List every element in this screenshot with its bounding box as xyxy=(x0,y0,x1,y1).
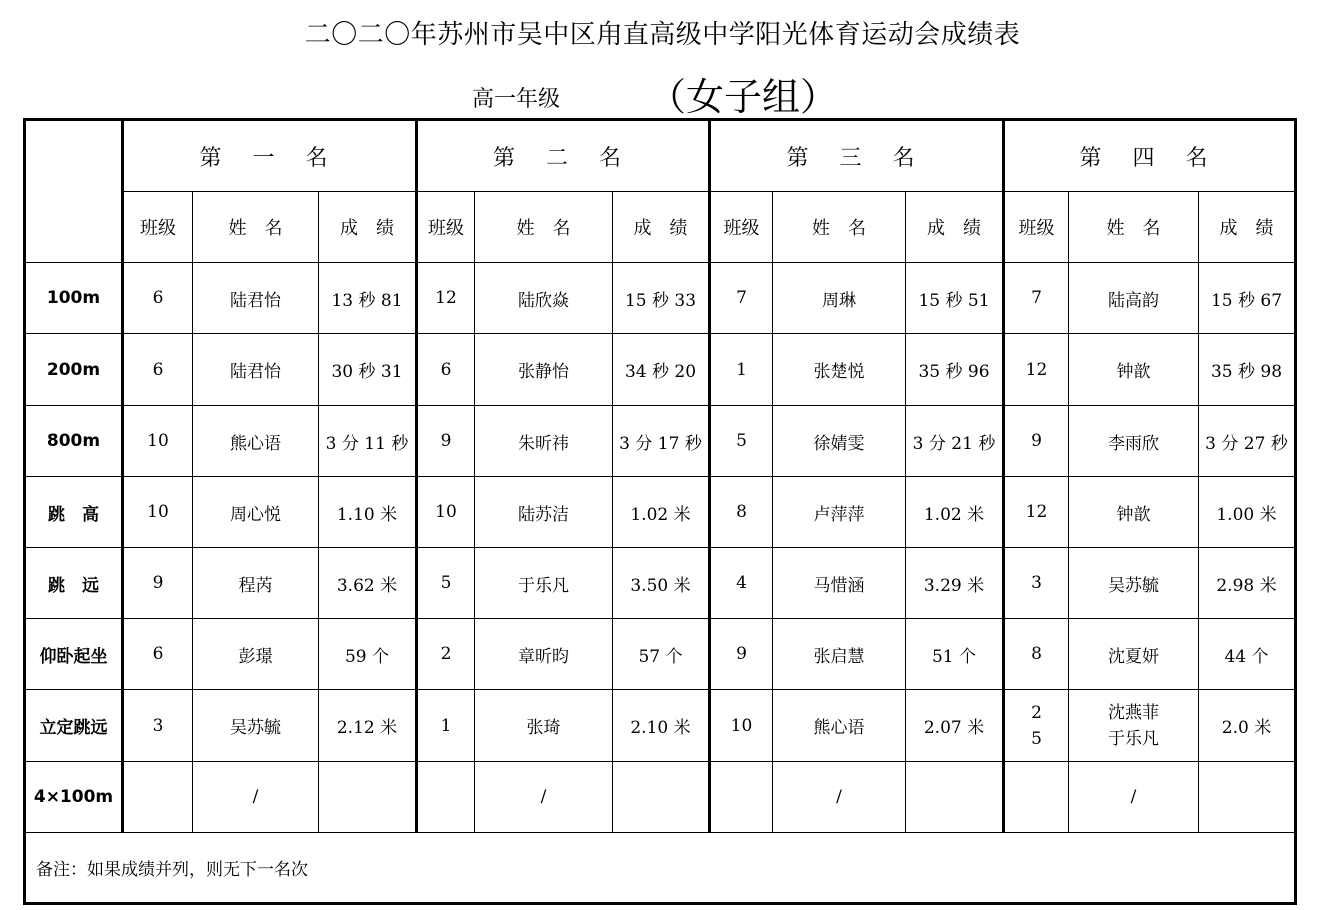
class-cell: 9 xyxy=(710,619,773,690)
table-row xyxy=(25,548,1296,619)
score-cell: 3 分 17 秒 xyxy=(613,406,710,477)
sub-header-row xyxy=(25,192,1296,263)
score-header: 成 绩 xyxy=(906,192,1004,263)
class-cell: 10 xyxy=(710,690,773,762)
event-cell: 100m xyxy=(25,263,123,334)
name-cell: 张启慧 xyxy=(773,619,906,690)
event-cell: 跳 远 xyxy=(25,548,123,619)
table-row xyxy=(25,334,1296,406)
name-cell: 周琳 xyxy=(773,263,906,334)
note-text: 备注：如果成绩并列，则无下一名次 xyxy=(25,833,1296,904)
name-cell: 马惜涵 xyxy=(773,548,906,619)
class-cell: 9 xyxy=(123,548,193,619)
score-cell xyxy=(319,762,417,833)
corner-cell xyxy=(25,120,123,263)
class-cell: 9 xyxy=(1004,406,1069,477)
event-cell: 800m xyxy=(25,406,123,477)
name-cell: 李雨欣 xyxy=(1069,406,1199,477)
name-cell: 熊心语 xyxy=(773,690,906,762)
score-cell: 34 秒 20 xyxy=(613,334,710,406)
class-cell: 7 xyxy=(1004,263,1069,334)
name-header: 姓 名 xyxy=(475,192,613,263)
class-header: 班级 xyxy=(123,192,193,263)
score-cell: 3 分 11 秒 xyxy=(319,406,417,477)
class-cell: 2 xyxy=(417,619,475,690)
rank-1-header: 第 一 名 xyxy=(123,120,417,192)
score-cell: 3.62 米 xyxy=(319,548,417,619)
class-cell xyxy=(123,762,193,833)
name-cell: 陆高韵 xyxy=(1069,263,1199,334)
class-cell: 8 xyxy=(1004,619,1069,690)
class-cell: 9 xyxy=(417,406,475,477)
name-cell: 于乐凡 xyxy=(475,548,613,619)
class-cell: 12 xyxy=(417,263,475,334)
score-cell: 15 秒 51 xyxy=(906,263,1004,334)
name-header: 姓 名 xyxy=(1069,192,1199,263)
class-cell: 1 xyxy=(710,334,773,406)
name-cell: 程芮 xyxy=(193,548,319,619)
class-cell: 10 xyxy=(123,477,193,548)
name-cell: / xyxy=(193,762,319,833)
note-row xyxy=(25,833,1296,904)
class-cell xyxy=(1004,762,1069,833)
event-cell: 4×100m xyxy=(25,762,123,833)
score-cell: 30 秒 31 xyxy=(319,334,417,406)
name-cell: 吴苏毓 xyxy=(193,690,319,762)
class-cell: 12 xyxy=(1004,477,1069,548)
class-cell: 1 xyxy=(417,690,475,762)
score-header: 成 绩 xyxy=(1199,192,1296,263)
class-cell: 6 xyxy=(123,334,193,406)
score-cell: 1.02 米 xyxy=(906,477,1004,548)
class-cell: 10 xyxy=(123,406,193,477)
name-header: 姓 名 xyxy=(193,192,319,263)
class-cell: 10 xyxy=(417,477,475,548)
name-cell: 沈燕菲 于乐凡 xyxy=(1069,690,1199,762)
score-cell: 44 个 xyxy=(1199,619,1296,690)
grade-label: 高一年级 xyxy=(472,87,561,112)
score-cell xyxy=(906,762,1004,833)
rank-header-row xyxy=(25,120,1296,192)
class-cell: 6 xyxy=(123,263,193,334)
class-cell: 7 xyxy=(710,263,773,334)
score-cell xyxy=(1199,762,1296,833)
class-header: 班级 xyxy=(710,192,773,263)
table-row xyxy=(25,619,1296,690)
name-cell: 陆苏洁 xyxy=(475,477,613,548)
score-cell: 15 秒 67 xyxy=(1199,263,1296,334)
name-cell: 钟歆 xyxy=(1069,477,1199,548)
class-cell: 2 5 xyxy=(1004,690,1069,762)
rank-4-header: 第 四 名 xyxy=(1004,120,1296,192)
score-header: 成 绩 xyxy=(613,192,710,263)
table-row xyxy=(25,263,1296,334)
score-cell: 13 秒 81 xyxy=(319,263,417,334)
score-cell: 3 分 27 秒 xyxy=(1199,406,1296,477)
score-cell: 3.50 米 xyxy=(613,548,710,619)
score-cell: 1.02 米 xyxy=(613,477,710,548)
score-cell: 35 秒 98 xyxy=(1199,334,1296,406)
score-cell: 57 个 xyxy=(613,619,710,690)
name-cell: 张静怡 xyxy=(475,334,613,406)
name-cell: 卢萍萍 xyxy=(773,477,906,548)
score-cell: 3 分 21 秒 xyxy=(906,406,1004,477)
name-cell: 吴苏毓 xyxy=(1069,548,1199,619)
class-cell: 6 xyxy=(417,334,475,406)
name-cell: 徐婧雯 xyxy=(773,406,906,477)
rank-2-header: 第 二 名 xyxy=(417,120,710,192)
name-cell: / xyxy=(773,762,906,833)
event-cell: 200m xyxy=(25,334,123,406)
name-cell: 陆欣焱 xyxy=(475,263,613,334)
event-cell: 立定跳远 xyxy=(25,690,123,762)
name-cell: 熊心语 xyxy=(193,406,319,477)
name-cell: 钟歆 xyxy=(1069,334,1199,406)
class-cell: 3 xyxy=(1004,548,1069,619)
name-cell: 彭璟 xyxy=(193,619,319,690)
class-cell xyxy=(417,762,475,833)
name-cell: 陆君怡 xyxy=(193,334,319,406)
class-header: 班级 xyxy=(1004,192,1069,263)
score-cell: 51 个 xyxy=(906,619,1004,690)
score-cell: 15 秒 33 xyxy=(613,263,710,334)
page-title: 二〇二〇年苏州市吴中区甪直高级中学阳光体育运动会成绩表 xyxy=(304,20,1021,50)
event-cell: 仰卧起坐 xyxy=(25,619,123,690)
class-cell: 4 xyxy=(710,548,773,619)
class-cell: 3 xyxy=(123,690,193,762)
class-cell: 12 xyxy=(1004,334,1069,406)
score-cell: 3.29 米 xyxy=(906,548,1004,619)
name-cell: 陆君怡 xyxy=(193,263,319,334)
name-cell: 朱昕祎 xyxy=(475,406,613,477)
class-cell: 5 xyxy=(417,548,475,619)
score-cell: 2.12 米 xyxy=(319,690,417,762)
score-cell xyxy=(613,762,710,833)
name-cell: / xyxy=(475,762,613,833)
name-cell: / xyxy=(1069,762,1199,833)
class-cell: 6 xyxy=(123,619,193,690)
event-cell: 跳 高 xyxy=(25,477,123,548)
class-header: 班级 xyxy=(417,192,475,263)
table-row xyxy=(25,406,1296,477)
score-cell: 59 个 xyxy=(319,619,417,690)
name-cell: 周心悦 xyxy=(193,477,319,548)
class-cell xyxy=(710,762,773,833)
name-cell: 沈夏妍 xyxy=(1069,619,1199,690)
score-cell: 2.98 米 xyxy=(1199,548,1296,619)
score-header: 成 绩 xyxy=(319,192,417,263)
score-cell: 2.0 米 xyxy=(1199,690,1296,762)
name-cell: 章昕昀 xyxy=(475,619,613,690)
class-cell: 8 xyxy=(710,477,773,548)
class-cell: 5 xyxy=(710,406,773,477)
rank-3-header: 第 三 名 xyxy=(710,120,1004,192)
score-cell: 1.00 米 xyxy=(1199,477,1296,548)
score-cell: 35 秒 96 xyxy=(906,334,1004,406)
table-row xyxy=(25,477,1296,548)
score-cell: 1.10 米 xyxy=(319,477,417,548)
table-row xyxy=(25,690,1296,762)
group-label: （女子组） xyxy=(648,75,839,119)
score-cell: 2.10 米 xyxy=(613,690,710,762)
name-cell: 张楚悦 xyxy=(773,334,906,406)
results-table xyxy=(23,118,1297,905)
name-header: 姓 名 xyxy=(773,192,906,263)
table-row xyxy=(25,762,1296,833)
name-cell: 张琦 xyxy=(475,690,613,762)
score-cell: 2.07 米 xyxy=(906,690,1004,762)
